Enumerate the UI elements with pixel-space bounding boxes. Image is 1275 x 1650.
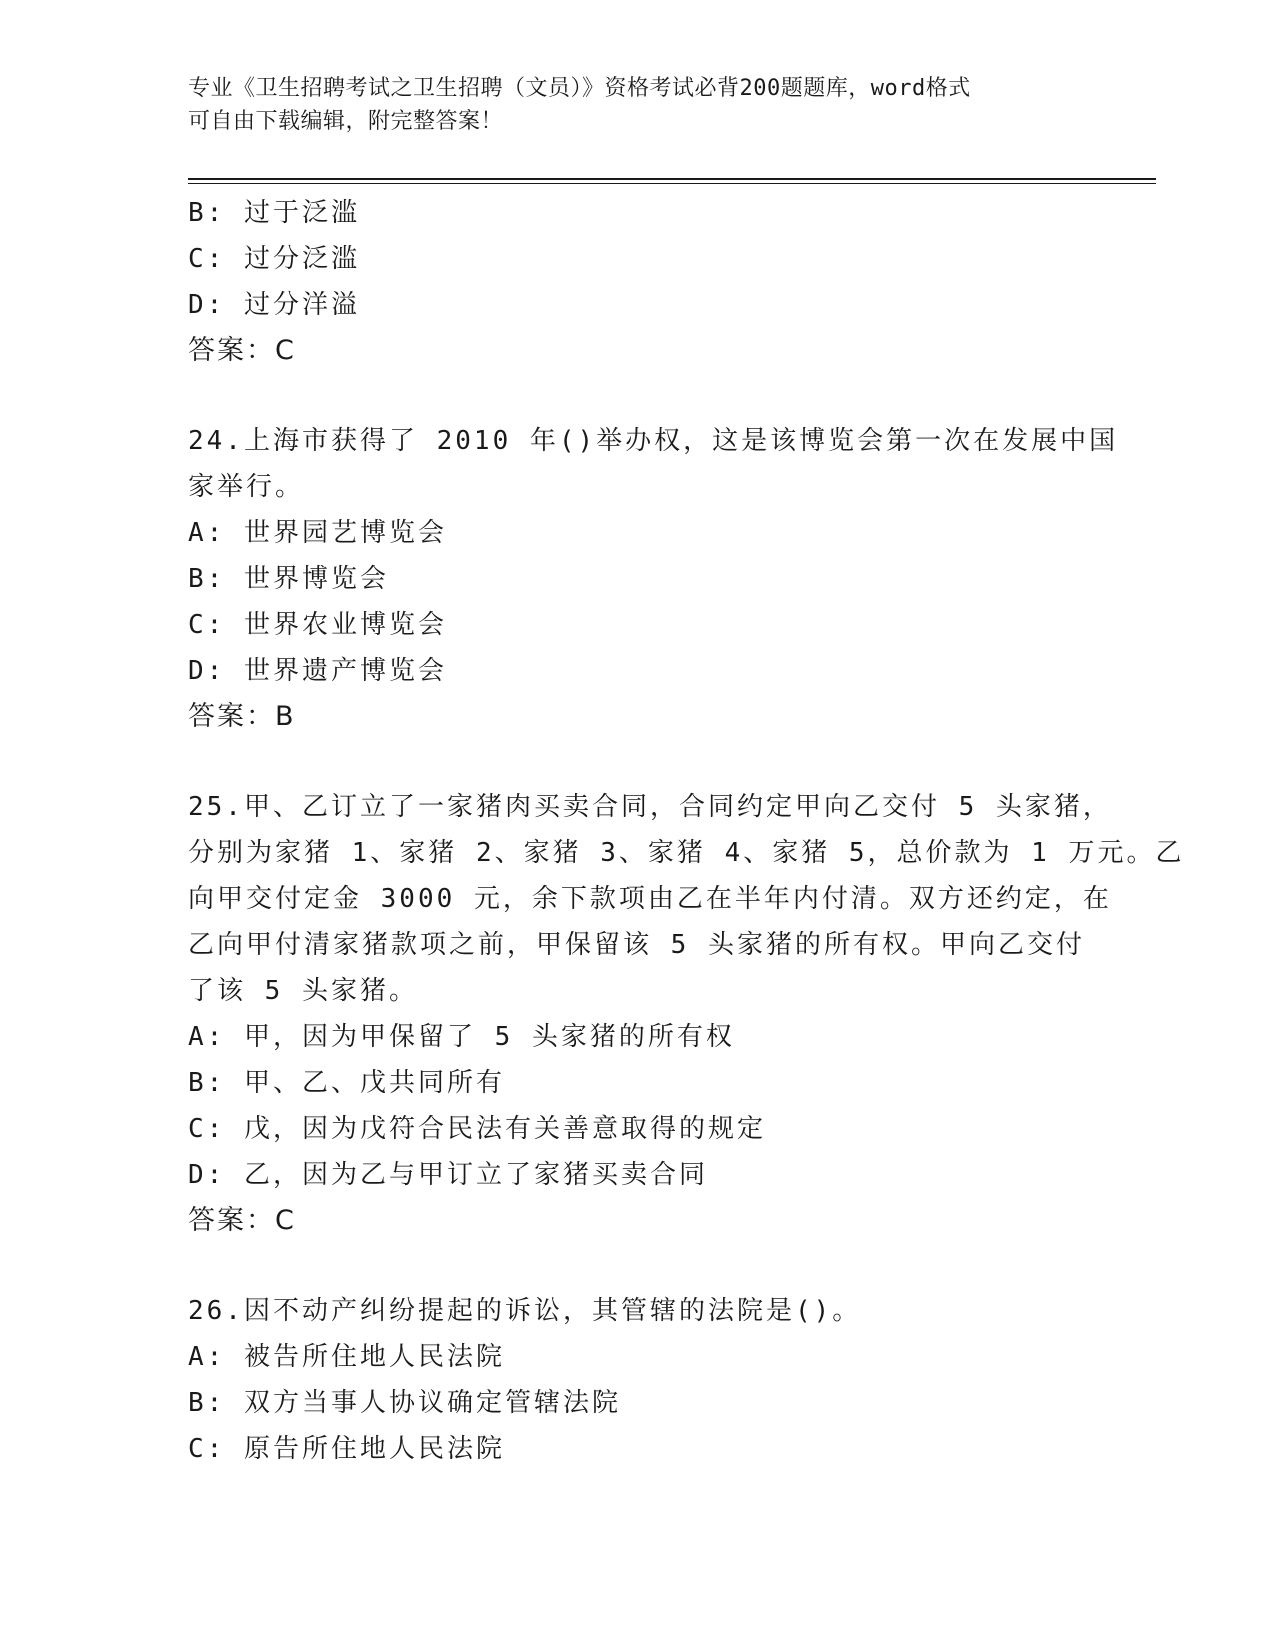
- spacer: [188, 740, 1088, 784]
- header-title-line-1: 专业《卫生招聘考试之卫生招聘（文员）》资格考试必背200题题库，word格式: [188, 76, 971, 101]
- q25-stem-line-5: 了该 5 头家猪。: [188, 976, 418, 1006]
- q25-answer: 答案：C: [188, 1205, 296, 1236]
- document-header: [188, 72, 1088, 138]
- q24-stem-line-1: 24.上海市获得了 2010 年()举办权，这是该博览会第一次在发展中国: [188, 426, 1119, 456]
- q24-option-d: D: 世界遗产博览会: [188, 656, 447, 686]
- header-title-line-2: 可自由下载编辑，附完整答案！: [188, 109, 504, 134]
- q25-stem-line-4: 乙向甲付清家猪款项之前，甲保留该 5 头家猪的所有权。甲向乙交付: [188, 930, 1085, 960]
- q25-option-a: A: 甲，因为甲保留了 5 头家猪的所有权: [188, 1022, 735, 1052]
- question-25: [188, 784, 1185, 1244]
- q25-option-c: C: 戊，因为戊符合民法有关善意取得的规定: [188, 1114, 766, 1144]
- q25-stem-line-3: 向甲交付定金 3000 元，余下款项由乙在半年内付清。双方还约定，在: [188, 884, 1112, 914]
- header-divider-thin: [188, 183, 1156, 184]
- spacer: [188, 374, 1088, 418]
- q25-stem-line-2: 分别为家猪 1、家猪 2、家猪 3、家猪 4、家猪 5，总价款为 1 万元。乙: [188, 838, 1185, 868]
- q24-option-b: B: 世界博览会: [188, 564, 389, 594]
- q23-option-c: C: 过分泛滥: [188, 244, 360, 274]
- question-23: [188, 190, 1088, 374]
- q26-option-c: C: 原告所住地人民法院: [188, 1434, 505, 1464]
- q24-option-c: C: 世界农业博览会: [188, 610, 447, 640]
- question-24: [188, 418, 1119, 740]
- q25-stem-line-1: 25.甲、乙订立了一家猪肉买卖合同，合同约定甲向乙交付 5 头家猪，: [188, 792, 1112, 822]
- q26-option-a: A: 被告所住地人民法院: [188, 1342, 505, 1372]
- q23-answer: 答案：C: [188, 335, 296, 366]
- q25-option-b: B: 甲、乙、戊共同所有: [188, 1068, 505, 1098]
- question-list: [188, 190, 1185, 1472]
- header-divider-thick: [188, 178, 1156, 180]
- q24-answer: 答案：B: [188, 701, 296, 732]
- q23-option-b: B: 过于泛滥: [188, 198, 360, 228]
- question-26: [188, 1288, 1088, 1472]
- q23-option-d: D: 过分洋溢: [188, 290, 360, 320]
- q26-stem-line-1: 26.因不动产纠纷提起的诉讼，其管辖的法院是()。: [188, 1296, 862, 1326]
- q24-stem-line-2: 家举行。: [188, 472, 305, 502]
- spacer: [188, 1244, 1088, 1288]
- q25-option-d: D: 乙，因为乙与甲订立了家猪买卖合同: [188, 1160, 708, 1190]
- q26-option-b: B: 双方当事人协议确定管辖法院: [188, 1388, 621, 1418]
- q24-option-a: A: 世界园艺博览会: [188, 518, 447, 548]
